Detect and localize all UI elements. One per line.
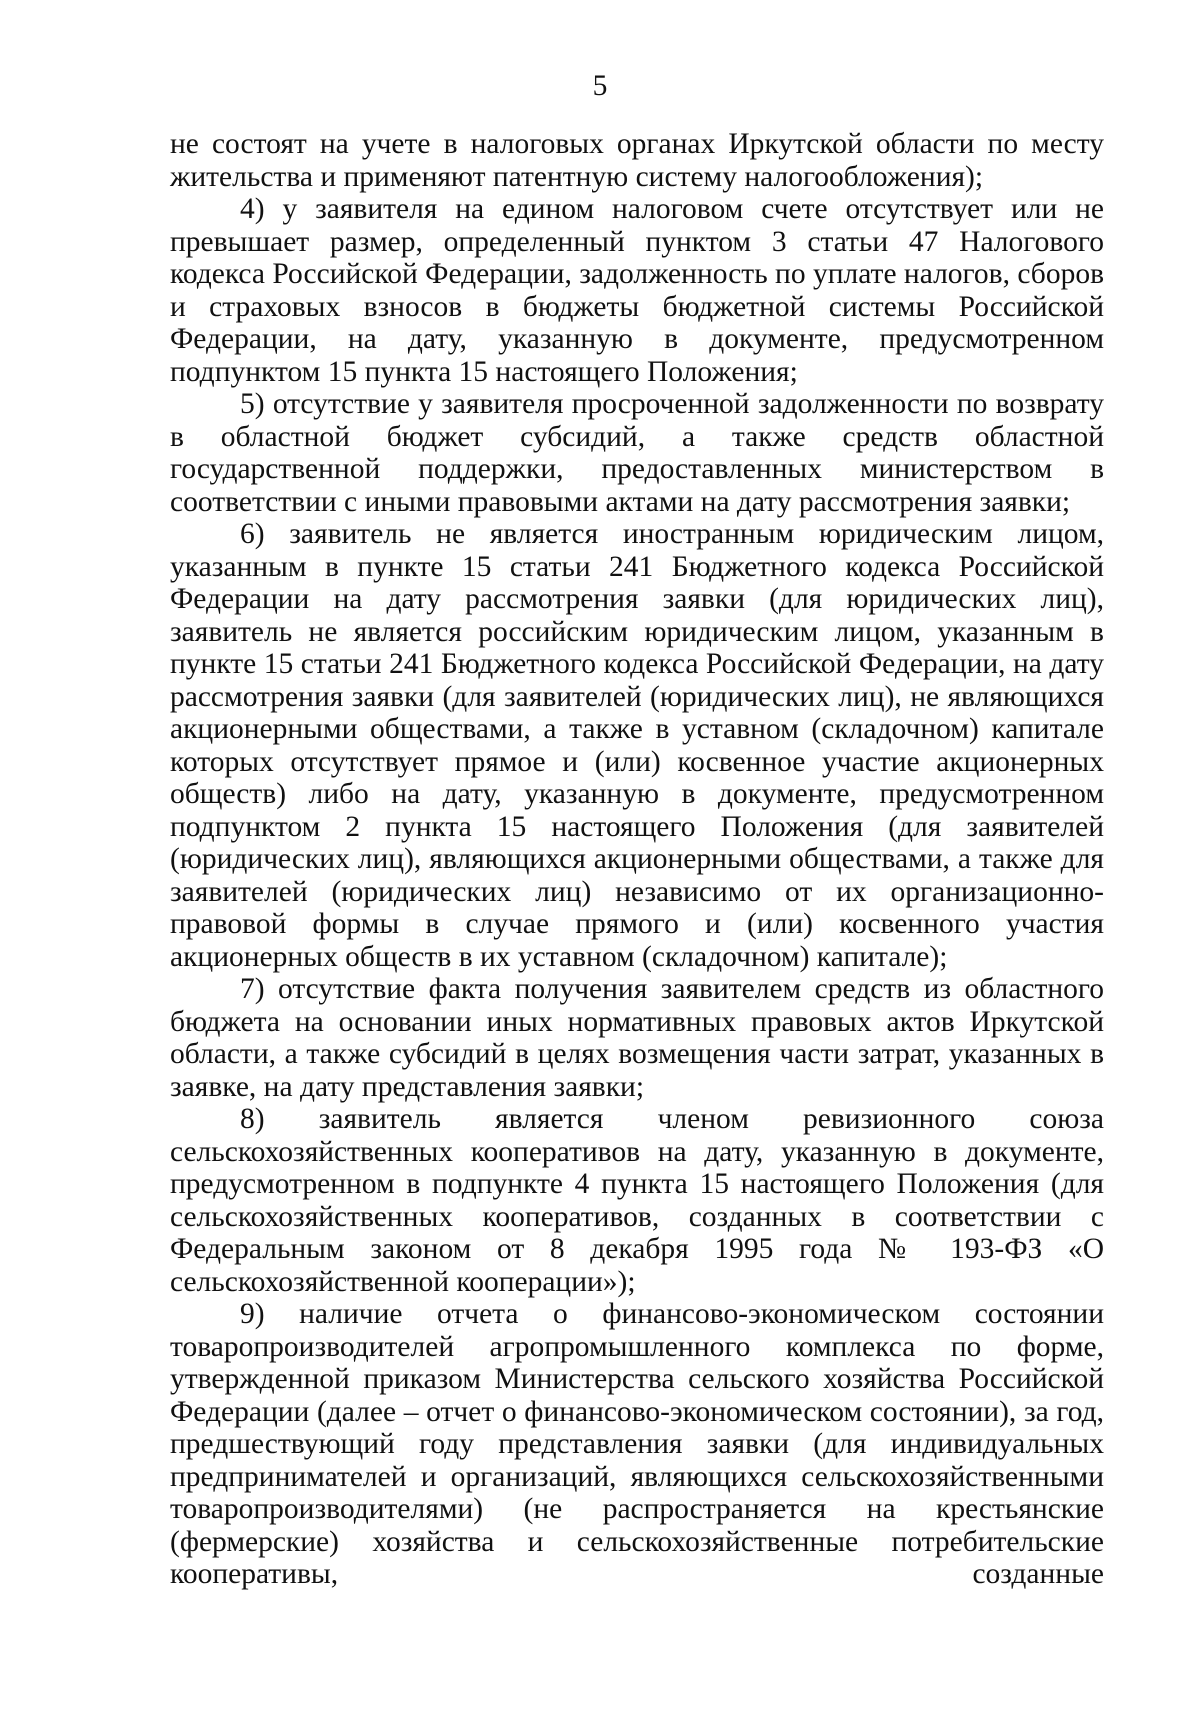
paragraph-item-6: 6) заявитель не является иностранным юридическим лицом, указанным в пункте 15 статьи 241 Бюджетного кодекса Российской Федерации на дату рассмотрения заявки (для юридических лиц), заявитель не является российским юридическим лицом, указанным в пункте 15 статьи 241 Бюджетного кодекса Российской Федерации, на дату рассмотрения заявки (для заявителей (юридических лиц), не являющихся акционерными обществами, а также в уставном (складочном) капитале которых отсутствует прямое и (или) косвенное участие акционерных обществ) либо на дату, указанную в документе, предусмотренном подпунктом 2 пункта 15 настоящего Положения (для заявителей (юридических лиц), являющихся акционерными обществами, а также для заявителей (юридических лиц) независимо от их организационно-правовой формы в случае прямого и (или) косвенного участия акционерных обществ в их уставном (складочном) капитале); xyxy=(170,518,1104,973)
paragraph-continuation: не состоят на учете в налоговых органах Иркутской области по месту жительства и применяют патентную систему налогообложения); xyxy=(170,128,1104,193)
document-body xyxy=(170,128,1104,1591)
paragraph-item-9: 9) наличие отчета о финансово-экономическом состоянии товаропроизводителей агропромышленного комплекса по форме, утвержденной приказом Министерства сельского хозяйства Российской Федерации (далее – отчет о финансово-экономическом состоянии), за год, предшествующий году представления заявки (для индивидуальных предпринимателей и организаций, являющихся сельскохозяйственными товаропроизводителями) (не распространяется на крестьянские (фермерские) хозяйства и сельскохозяйственные потребительские кооперативы, созданные xyxy=(170,1298,1104,1590)
paragraph-item-7: 7) отсутствие факта получения заявителем средств из областного бюджета на основании иных нормативных правовых актов Иркутской области, а также субсидий в целях возмещения части затрат, указанных в заявке, на дату представления заявки; xyxy=(170,973,1104,1103)
paragraph-item-8: 8) заявитель является членом ревизионного союза сельскохозяйственных кооперативов на дату, указанную в документе, предусмотренном в подпункте 4 пункта 15 настоящего Положения (для сельскохозяйственных кооперативов, созданных в соответствии с Федеральным законом от 8 декабря 1995 года № 193-ФЗ «О сельскохозяйственной кооперации»); xyxy=(170,1103,1104,1298)
paragraph-item-5: 5) отсутствие у заявителя просроченной задолженности по возврату в областной бюджет субсидий, а также средств областной государственной поддержки, предоставленных министерством в соответствии с иными правовыми актами на дату рассмотрения заявки; xyxy=(170,388,1104,518)
page-number: 5 xyxy=(592,70,608,102)
paragraph-item-4: 4) у заявителя на едином налоговом счете отсутствует или не превышает размер, определенный пунктом 3 статьи 47 Налогового кодекса Российской Федерации, задолженность по уплате налогов, сборов и страховых взносов в бюджеты бюджетной системы Российской Федерации, на дату, указанную в документе, предусмотренном подпунктом 15 пункта 15 настоящего Положения; xyxy=(170,193,1104,388)
